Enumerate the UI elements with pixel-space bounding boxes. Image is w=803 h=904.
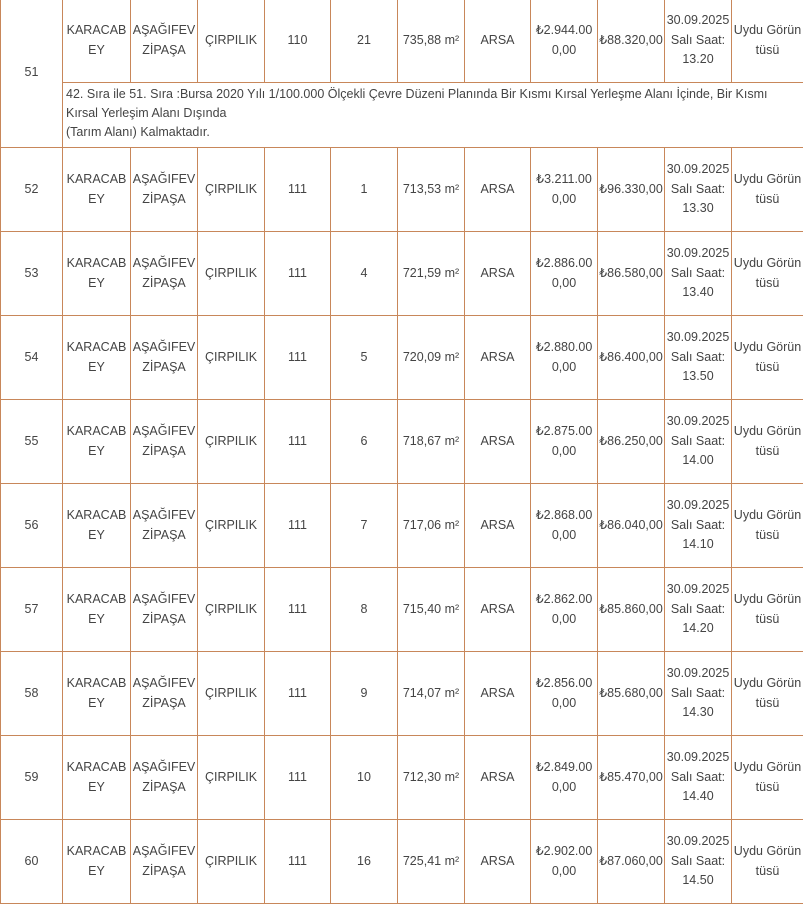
district-cell: KARACABEY [63,820,131,904]
estimated-price-cell: ₺2.886.000,00 [531,232,598,316]
area-cell: 712,30 m² [398,736,465,820]
neighborhood-cell: AŞAĞIFEVZİPAŞA [131,484,198,568]
area-cell: 725,41 m² [398,820,465,904]
area-cell: 714,07 m² [398,652,465,736]
table-row [1,148,803,232]
table-row [1,0,803,83]
area-cell: 735,88 m² [398,0,465,83]
neighborhood-cell: AŞAĞIFEVZİPAŞA [131,568,198,652]
auction-date-cell: 30.09.2025 Salı Saat: 13.20 [665,0,732,83]
auction-date-cell: 30.09.2025 Salı Saat: 13.50 [665,316,732,400]
estimated-price-cell: ₺3.211.000,00 [531,148,598,232]
auction-date-cell: 30.09.2025 Salı Saat: 13.30 [665,148,732,232]
deposit-cell: ₺86.580,00 [598,232,665,316]
type-cell: ARSA [465,484,531,568]
table-row [1,568,803,652]
estimated-price-cell: ₺2.944.000,00 [531,0,598,83]
table-row [1,820,803,904]
district-cell: KARACABEY [63,232,131,316]
block-cell: 111 [265,484,331,568]
table-row [1,316,803,400]
parcel-cell: 5 [331,316,398,400]
satellite-view-link[interactable]: Uydu Görüntüsü [732,316,803,400]
parcel-cell: 21 [331,0,398,83]
area-cell: 721,59 m² [398,232,465,316]
parcel-cell: 9 [331,652,398,736]
estimated-price-cell: ₺2.868.000,00 [531,484,598,568]
parcel-cell: 1 [331,148,398,232]
district-cell: KARACABEY [63,736,131,820]
area-cell: 715,40 m² [398,568,465,652]
row-number: 55 [1,400,63,484]
locality-cell: ÇIRPILIK [198,820,265,904]
estimated-price-cell: ₺2.849.000,00 [531,736,598,820]
deposit-cell: ₺86.400,00 [598,316,665,400]
type-cell: ARSA [465,148,531,232]
parcel-cell: 16 [331,820,398,904]
parcel-cell: 6 [331,400,398,484]
type-cell: ARSA [465,400,531,484]
type-cell: ARSA [465,652,531,736]
type-cell: ARSA [465,0,531,83]
block-cell: 111 [265,400,331,484]
row-number: 59 [1,736,63,820]
block-cell: 111 [265,568,331,652]
auction-date-cell: 30.09.2025 Salı Saat: 14.30 [665,652,732,736]
estimated-price-cell: ₺2.880.000,00 [531,316,598,400]
auction-date-cell: 30.09.2025 Salı Saat: 14.50 [665,820,732,904]
zoning-note [63,83,803,148]
deposit-cell: ₺87.060,00 [598,820,665,904]
satellite-view-link[interactable]: Uydu Görüntüsü [732,148,803,232]
type-cell: ARSA [465,736,531,820]
table-row [1,400,803,484]
table-body [1,0,803,904]
locality-cell: ÇIRPILIK [198,484,265,568]
neighborhood-cell: AŞAĞIFEVZİPAŞA [131,736,198,820]
table-row [1,652,803,736]
parcel-cell: 10 [331,736,398,820]
locality-cell: ÇIRPILIK [198,736,265,820]
estimated-price-cell: ₺2.856.000,00 [531,652,598,736]
neighborhood-cell: AŞAĞIFEVZİPAŞA [131,652,198,736]
district-cell: KARACABEY [63,316,131,400]
row-number: 57 [1,568,63,652]
satellite-view-link[interactable]: Uydu Görüntüsü [732,652,803,736]
block-cell: 111 [265,652,331,736]
deposit-cell: ₺86.250,00 [598,400,665,484]
table-row [1,232,803,316]
block-cell: 111 [265,316,331,400]
auction-date-cell: 30.09.2025 Salı Saat: 14.10 [665,484,732,568]
row-number: 53 [1,232,63,316]
satellite-view-link[interactable]: Uydu Görüntüsü [732,568,803,652]
deposit-cell: ₺85.470,00 [598,736,665,820]
parcel-cell: 4 [331,232,398,316]
estimated-price-cell: ₺2.902.000,00 [531,820,598,904]
satellite-view-link[interactable]: Uydu Görüntüsü [732,484,803,568]
neighborhood-cell: AŞAĞIFEVZİPAŞA [131,232,198,316]
locality-cell: ÇIRPILIK [198,0,265,83]
row-number: 52 [1,148,63,232]
locality-cell: ÇIRPILIK [198,316,265,400]
neighborhood-cell: AŞAĞIFEVZİPAŞA [131,148,198,232]
district-cell: KARACABEY [63,484,131,568]
zoning-note-line: (Tarım Alanı) Kalmaktadır. [66,123,800,142]
locality-cell: ÇIRPILIK [198,400,265,484]
satellite-view-link[interactable]: Uydu Görüntüsü [732,736,803,820]
table-row [1,484,803,568]
estimated-price-cell: ₺2.862.000,00 [531,568,598,652]
satellite-view-link[interactable]: Uydu Görüntüsü [732,820,803,904]
block-cell: 111 [265,820,331,904]
type-cell: ARSA [465,568,531,652]
auction-date-cell: 30.09.2025 Salı Saat: 13.40 [665,232,732,316]
district-cell: KARACABEY [63,652,131,736]
table-row [1,736,803,820]
district-cell: KARACABEY [63,148,131,232]
district-cell: KARACABEY [63,400,131,484]
row-number: 54 [1,316,63,400]
deposit-cell: ₺86.040,00 [598,484,665,568]
neighborhood-cell: AŞAĞIFEVZİPAŞA [131,0,198,83]
satellite-view-link[interactable]: Uydu Görüntüsü [732,400,803,484]
parcel-cell: 8 [331,568,398,652]
row-number: 58 [1,652,63,736]
type-cell: ARSA [465,820,531,904]
district-cell: KARACABEY [63,0,131,83]
block-cell: 110 [265,0,331,83]
row-number: 60 [1,820,63,904]
block-cell: 111 [265,148,331,232]
area-cell: 713,53 m² [398,148,465,232]
deposit-cell: ₺85.680,00 [598,652,665,736]
block-cell: 111 [265,736,331,820]
row-number: 51 [1,0,63,148]
auction-date-cell: 30.09.2025 Salı Saat: 14.40 [665,736,732,820]
deposit-cell: ₺85.860,00 [598,568,665,652]
parcel-cell: 7 [331,484,398,568]
neighborhood-cell: AŞAĞIFEVZİPAŞA [131,316,198,400]
district-cell: KARACABEY [63,568,131,652]
type-cell: ARSA [465,316,531,400]
locality-cell: ÇIRPILIK [198,232,265,316]
area-cell: 718,67 m² [398,400,465,484]
locality-cell: ÇIRPILIK [198,568,265,652]
estimated-price-cell: ₺2.875.000,00 [531,400,598,484]
auction-date-cell: 30.09.2025 Salı Saat: 14.20 [665,568,732,652]
area-cell: 717,06 m² [398,484,465,568]
locality-cell: ÇIRPILIK [198,652,265,736]
block-cell: 111 [265,232,331,316]
locality-cell: ÇIRPILIK [198,148,265,232]
row-number: 56 [1,484,63,568]
satellite-view-link[interactable]: Uydu Görüntüsü [732,232,803,316]
zoning-note-line: 42. Sıra ile 51. Sıra :Bursa 2020 Yılı 1/100.000 Ölçekli Çevre Düzeni Planında Bir Kısmı Kırsal Yerleşme Alanı İçinde, Bir Kısmı Kırsal Yerleşim Alanı Dışında [66,85,800,123]
neighborhood-cell: AŞAĞIFEVZİPAŞA [131,820,198,904]
note-row [1,83,803,148]
neighborhood-cell: AŞAĞIFEVZİPAŞA [131,400,198,484]
deposit-cell: ₺96.330,00 [598,148,665,232]
type-cell: ARSA [465,232,531,316]
satellite-view-link[interactable]: Uydu Görüntüsü [732,0,803,83]
deposit-cell: ₺88.320,00 [598,0,665,83]
auction-date-cell: 30.09.2025 Salı Saat: 14.00 [665,400,732,484]
area-cell: 720,09 m² [398,316,465,400]
